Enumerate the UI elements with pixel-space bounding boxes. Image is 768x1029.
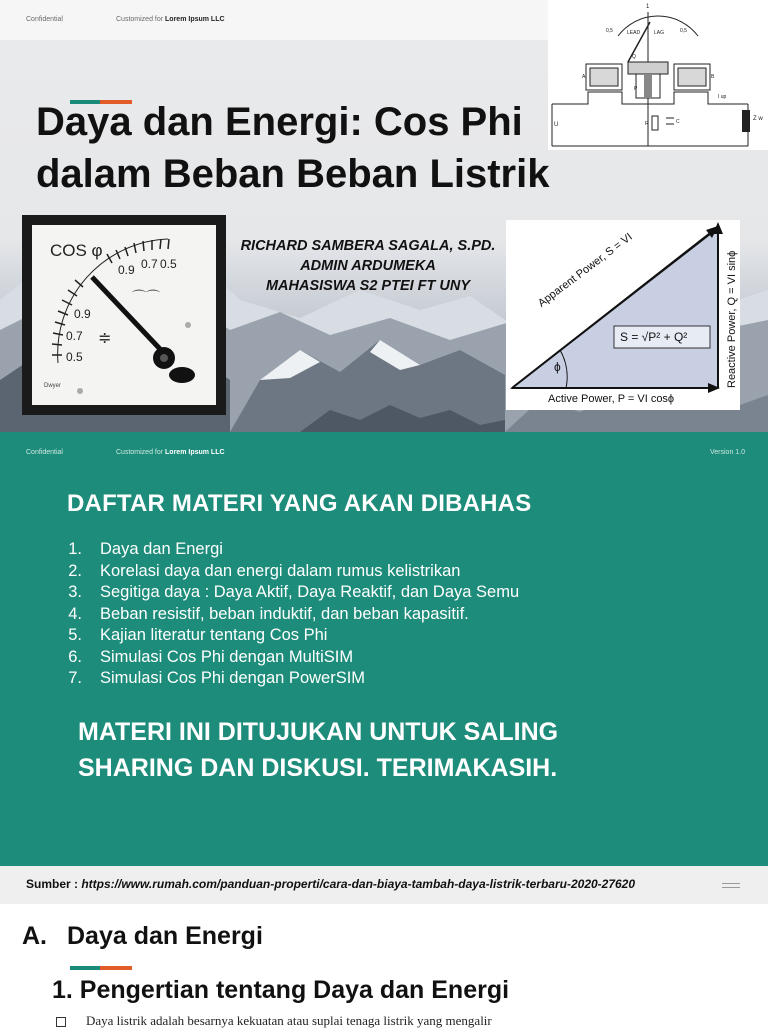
circuit-drawing — [548, 0, 768, 150]
list-item — [66, 626, 519, 648]
list-item — [66, 562, 519, 584]
source-citation — [26, 877, 635, 891]
list-item-text: Kajian literatur tentang Cos Phi — [100, 626, 328, 644]
author-line: MAHASISWA S2 PTEI FT UNY — [265, 278, 471, 294]
author-line: RICHARD SAMBERA SAGALA, S.PD. — [240, 238, 496, 254]
list-item — [66, 648, 519, 670]
power-triangle-diagram — [506, 220, 740, 410]
customized-prefix: Customized for — [116, 449, 164, 456]
meter-scale-label: 0.5 — [66, 350, 83, 364]
list-item — [66, 540, 519, 562]
source-strip — [0, 866, 768, 904]
lag-label: LAG — [654, 30, 665, 36]
confidential-label: Confidential — [26, 16, 63, 23]
agenda-slide — [0, 432, 768, 866]
coil-b-label: B — [711, 74, 715, 80]
meter-scale-label: 0.7 — [66, 329, 83, 343]
checkbox-bullet-icon — [56, 1017, 66, 1027]
source-link[interactable]: https://www.rumah.com/panduan-properti/cara-dan-biaya-tambah-daya-listrik-terbaru-2020-27620 — [81, 877, 636, 891]
list-item-number: 4. — [68, 604, 82, 623]
inductor-symbol-icon: ⌒⌒ — [132, 289, 160, 305]
list-item-text: Beban resistif, beban induktif, dan beban kapasitif. — [100, 604, 469, 623]
list-item-number: 5. — [68, 626, 82, 644]
title-slide — [0, 0, 768, 432]
voltage-u-label: U — [554, 122, 559, 128]
section-accent-green — [70, 966, 100, 970]
list-item-number: 6. — [68, 647, 82, 666]
lead-label: LEAD — [627, 30, 641, 36]
menu-icon — [722, 883, 740, 884]
list-item-text: Korelasi daya dan energi dalam rumus kelistrikan — [100, 561, 461, 580]
list-item-number: 7. — [68, 669, 82, 687]
agenda-heading: DAFTAR MATERI YANG AKAN DIBAHAS — [67, 490, 532, 517]
section-letter: A. — [22, 922, 47, 950]
source-label: Sumber : — [26, 877, 82, 891]
cos-phi-meter — [22, 215, 226, 415]
slide-title: Daya dan Energi: Cos Phi dalam Beban Beban Listrik — [36, 100, 550, 196]
resistor-r-label: R — [645, 121, 649, 127]
active-power-label: Active Power, P = VI cosϕ — [548, 393, 675, 405]
list-item — [66, 583, 519, 605]
agenda-list — [66, 540, 519, 691]
confidential-label: Confidential — [26, 449, 63, 456]
phase-angle-label: ϕ — [554, 360, 561, 374]
capacitor-c-label: C — [676, 119, 680, 125]
customized-label — [116, 449, 225, 456]
section-title: Daya dan Energi — [67, 922, 263, 950]
section-accent-orange — [100, 966, 132, 970]
scale-left-label: 0,5 — [606, 28, 613, 34]
author-block — [228, 236, 508, 296]
scale-right-label: 0,5 — [680, 28, 687, 34]
closing-message: MATERI INI DITUJUKAN UNTUK SALING SHARING DAN DISKUSI. TERIMAKASIH. — [78, 718, 559, 782]
apparent-power-formula: S = √P² + Q² — [620, 330, 688, 344]
coil-q-label: Q — [632, 54, 636, 60]
bullet-text: Daya listrik adalah besarnya kekuatan atau suplai tenaga listrik yang mengalir — [86, 1013, 492, 1028]
menu-icon-line — [722, 887, 740, 888]
list-item-text: Segitiga daya : Daya Aktif, Daya Reaktif, dan Daya Semu — [100, 583, 520, 601]
bullet-item — [56, 1013, 492, 1029]
list-item-number: 2. — [68, 561, 82, 580]
coil-a-label: A — [582, 74, 586, 80]
scale-one-label: 1 — [646, 4, 650, 10]
list-item-text: Simulasi Cos Phi dengan PowerSIM — [100, 669, 366, 687]
meter-scale-label: 0.5 — [160, 257, 177, 271]
customized-prefix: Customized for — [116, 16, 164, 23]
current-label: I up — [718, 94, 727, 100]
customized-company: Lorem Ipsum LLC — [165, 16, 225, 23]
list-item-number: 1. — [68, 540, 82, 558]
meter-cos-phi-label: COS φ — [50, 241, 103, 260]
capacitor-symbol-icon: ≑ — [98, 330, 112, 347]
list-item — [66, 669, 519, 691]
apparent-power-label: Apparent Power, S = VI — [536, 230, 635, 310]
list-item-number: 3. — [68, 583, 82, 601]
customized-label — [116, 16, 225, 23]
list-item-text: Daya dan Energi — [100, 540, 223, 558]
load-label: Z w — [753, 116, 763, 122]
meter-scale-label: 0.9 — [74, 307, 91, 321]
author-line: ADMIN ARDUMEKA — [300, 258, 436, 274]
meter-brand: Dwyer — [44, 383, 62, 389]
subsection-title: 1. Pengertian tentang Daya dan Energi — [52, 976, 510, 1004]
meter-scale-label: 0.7 — [141, 257, 158, 271]
list-item — [66, 605, 519, 627]
list-item-text: Simulasi Cos Phi dengan MultiSIM — [100, 647, 354, 666]
coil-p-label: P — [634, 86, 638, 92]
version-label: Version 1.0 — [710, 449, 746, 456]
customized-company: Lorem Ipsum LLC — [165, 449, 225, 456]
reactive-power-label: Reactive Power, Q = VI sinϕ — [726, 250, 738, 388]
meter-scale-label: 0.9 — [118, 263, 135, 277]
circuit-diagram — [548, 0, 768, 150]
